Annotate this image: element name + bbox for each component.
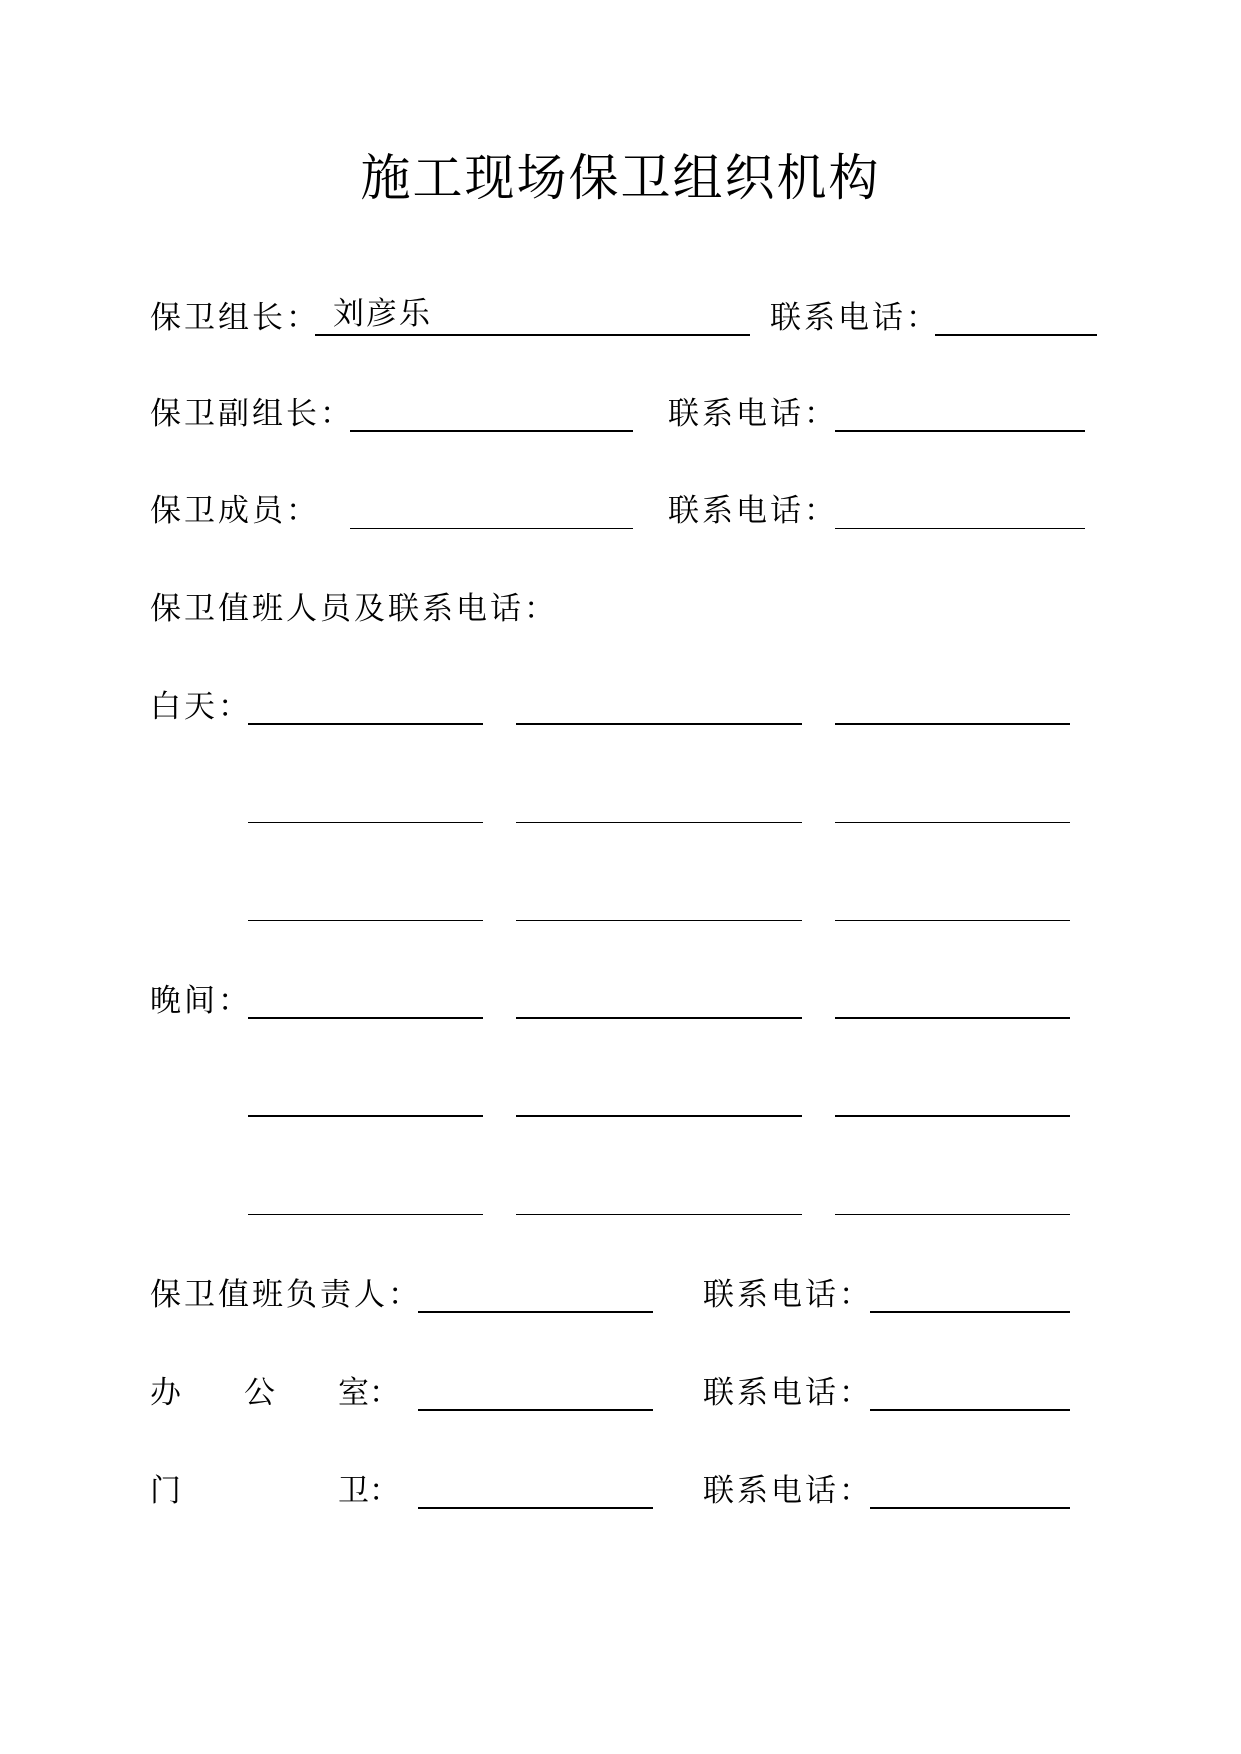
- duty-header: 保卫值班人员及联系电话：: [150, 591, 558, 627]
- deputy-phone-label: 联系电话：: [668, 396, 838, 432]
- office-label: [150, 1373, 400, 1413]
- night-field[interactable]: [248, 977, 483, 1019]
- day-field[interactable]: [516, 683, 802, 725]
- leader-name: 刘彦乐: [333, 296, 432, 332]
- day-field[interactable]: [248, 880, 483, 921]
- night-field[interactable]: [516, 1075, 802, 1117]
- gate-label-char: 门: [150, 1473, 181, 1509]
- night-field[interactable]: [248, 1174, 483, 1215]
- day-field[interactable]: [516, 880, 802, 921]
- leader-phone-label: 联系电话：: [770, 300, 940, 336]
- day-label: 白天：: [150, 689, 252, 725]
- office-name-field[interactable]: [418, 1369, 653, 1411]
- leader-name-field[interactable]: [315, 294, 750, 336]
- gate-phone-field[interactable]: [870, 1467, 1070, 1509]
- members-phone-label: 联系电话：: [668, 493, 838, 529]
- leader-phone-field[interactable]: [935, 294, 1097, 336]
- night-label: 晚间：: [150, 983, 252, 1019]
- night-field[interactable]: [248, 1075, 483, 1117]
- night-field[interactable]: [835, 977, 1070, 1019]
- day-field[interactable]: [835, 782, 1070, 823]
- day-field[interactable]: [835, 880, 1070, 921]
- members-name-field[interactable]: [350, 488, 633, 529]
- duty-head-name-field[interactable]: [418, 1271, 653, 1313]
- gate-label-char: 卫：: [338, 1473, 400, 1509]
- leader-label: 保卫组长：: [150, 300, 320, 336]
- gate-label: [150, 1471, 400, 1511]
- office-label-char: 办: [150, 1375, 181, 1411]
- office-phone-label: 联系电话：: [703, 1375, 873, 1411]
- duty-head-label: 保卫值班负责人：: [150, 1277, 422, 1313]
- night-field[interactable]: [835, 1174, 1070, 1215]
- members-phone-field[interactable]: [835, 488, 1085, 529]
- office-label-char: 室：: [338, 1375, 400, 1411]
- duty-head-phone-label: 联系电话：: [703, 1277, 873, 1313]
- deputy-phone-field[interactable]: [835, 390, 1085, 432]
- night-field[interactable]: [516, 1174, 802, 1215]
- night-field[interactable]: [516, 977, 802, 1019]
- office-phone-field[interactable]: [870, 1369, 1070, 1411]
- members-label: 保卫成员：: [150, 493, 320, 529]
- day-field[interactable]: [516, 782, 802, 823]
- day-field[interactable]: [835, 683, 1070, 725]
- night-field[interactable]: [835, 1075, 1070, 1117]
- gate-phone-label: 联系电话：: [703, 1473, 873, 1509]
- day-field[interactable]: [248, 782, 483, 823]
- office-label-char: 公: [244, 1375, 275, 1411]
- page-title: 施工现场保卫组织机构: [360, 149, 881, 207]
- duty-head-phone-field[interactable]: [870, 1271, 1070, 1313]
- gate-name-field[interactable]: [418, 1467, 653, 1509]
- day-field[interactable]: [248, 683, 483, 725]
- deputy-label: 保卫副组长：: [150, 396, 354, 432]
- deputy-name-field[interactable]: [350, 390, 633, 432]
